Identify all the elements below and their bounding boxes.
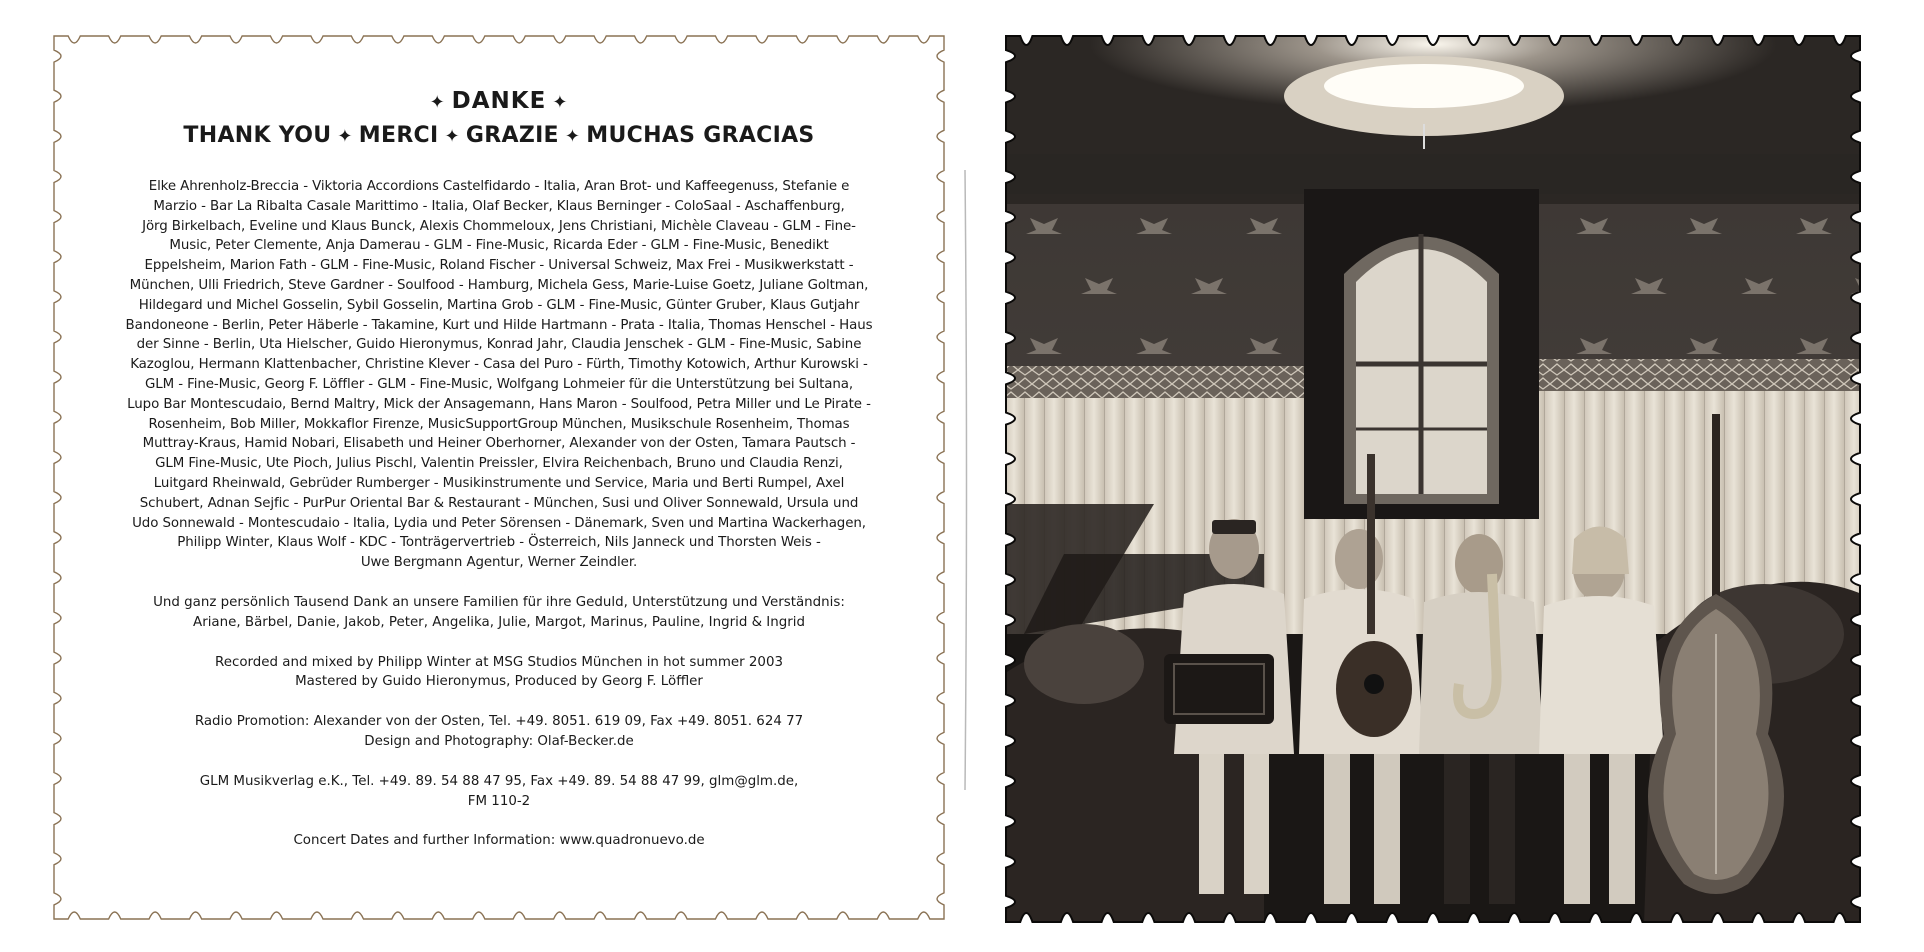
radio-promotion-line: Radio Promotion: Alexander von der Osten, Tel. +49. 8051. 619 09, Fax +49. 8051. 624 77 (194, 714, 804, 730)
design-line: Design and Photography: Olaf-Becker.de (364, 733, 634, 749)
promotion-credits (100, 712, 898, 752)
publisher-line: GLM Musikverlag e.K., Tel. +49. 89. 54 88 47 95, Fax +49. 89. 54 88 47 99, glm@glm.de, (199, 773, 799, 789)
danke-title: DANKE (451, 88, 547, 114)
credit-line: Elke Ahrenholz-Breccia - Viktoria Accordions Castelfidardo - Italia, Aran Brot- und Kaffeegenuss, Stefanie e (148, 179, 850, 194)
danke-heading (100, 86, 898, 118)
credit-line: Uwe Bergmann Agentur, Werner Zeindler. (360, 555, 638, 571)
ornament-star-icon: ✦ (564, 126, 581, 147)
credit-line: Rosenheim, Bob Miller, Mokkaflor Firenze, MusicSupportGroup München, Musikschule Rosenheim, Thomas (148, 416, 850, 432)
ornament-star-icon: ✦ (552, 92, 569, 113)
family-thanks (100, 593, 898, 633)
family-thanks-line: Und ganz persönlich Tausend Dank an unsere Familien für ihre Geduld, Unterstützung und Verständnis: (153, 594, 845, 610)
thanks-item: GRAZIE (465, 123, 559, 148)
thanks-item: MERCI (358, 123, 439, 148)
publisher-info (100, 772, 898, 812)
credit-line: Philipp Winter, Klaus Wolf - KDC - Tonträgervertrieb - Österreich, Nils Janneck und Thorsten Weis - (177, 535, 821, 551)
ornament-star-icon: ✦ (444, 126, 460, 147)
credit-line: Udo Sonnewald - Montescudaio - Italia, Lydia und Peter Sörensen - Dänemark, Sven und Martina Wackerhagen, (132, 515, 866, 531)
credit-line: GLM - Fine-Music, Georg F. Löffler - GLM - Fine-Music, Wolfgang Lohmeier für die Unterstützung bei Sultana, (144, 376, 853, 392)
catalog-number: FM 110-2 (467, 793, 531, 809)
credit-line: Luitgard Rheinwald, Gebrüder Rumberger - Musikinstrumente und Service, Maria und Berti Rumpel, Axel (153, 475, 845, 491)
credit-line: Music, Peter Clemente, Anja Damerau - GLM - Fine-Music, Ricarda Eder - GLM - Fine-Music, Benedikt (169, 238, 829, 254)
credit-line: der Sinne - Berlin, Uta Hielscher, Guido Hieronymus, Konrad Jahr, Claudia Jenschek - GLM - Fine-Music, Sabine (136, 337, 862, 353)
family-names-line: Ariane, Bärbel, Danie, Jakob, Peter, Angelika, Julie, Margot, Marinus, Pauline, Ingrid & Ingrid (193, 614, 805, 630)
concert-info (100, 831, 898, 851)
concert-line: Concert Dates and further Information: www.quadronuevo.de (293, 833, 705, 849)
credit-line: München, Ulli Friedrich, Steve Gardner - Soulfood - Hamburg, Michela Gess, Marie-Luise Goetz, Juliane Goltman, (129, 277, 869, 293)
credit-line: GLM Fine-Music, Ute Pioch, Julius Pischl, Valentin Preissler, Elvira Reichenbach, Bruno und Claudia Renzi, (155, 456, 843, 472)
thanks-item: THANK YOU (183, 123, 332, 148)
credit-line: Bandoneone - Berlin, Peter Häberle - Takamine, Kurt und Hilde Hartmann - Prata - Italia, Thomas Henschel - Haus (125, 317, 873, 333)
page-crease (962, 170, 968, 790)
ornament-star-icon: ✦ (337, 126, 353, 147)
credit-line: Kazoglou, Hermann Klattenbacher, Christine Klever - Casa del Puro - Fürth, Timothy Kotowich, Arthur Kurowski - (130, 357, 868, 373)
recording-line: Recorded and mixed by Philipp Winter at MSG Studios München in hot summer 2003 (215, 654, 783, 670)
credit-line: Muttray-Kraus, Hamid Nobari, Elisabeth und Heiner Oberhorner, Alexander von der Osten, Tamara Pautsch - (142, 436, 856, 452)
band-photo (1004, 34, 1862, 924)
credit-line: Hildegard und Michel Gosselin, Sybil Gosselin, Martina Grob - GLM - Fine-Music, Günter Gruber, Klaus Gutjahr (138, 297, 860, 313)
mastering-line: Mastered by Guido Hieronymus, Produced by Georg F. Löffler (295, 674, 703, 690)
credits-list (100, 177, 898, 573)
credit-line: Jörg Birkelbach, Eveline und Klaus Bunck, Alexis Chommeloux, Jens Christiani, Michèle Claveau - GLM - Fine- (142, 218, 856, 234)
photo-page (962, 0, 1924, 952)
credit-line: Marzio - Bar La Ribalta Casale Marittimo - Italia, Olaf Becker, Klaus Berninger - ColoSaal - Aschaffenburg, (153, 198, 845, 214)
credit-line: Schubert, Adnan Sejfic - PurPur Oriental Bar & Restaurant - München, Susi und Oliver Sonnewald, Ursula und (139, 495, 859, 511)
ornament-star-icon: ✦ (429, 92, 446, 113)
thank-you-heading (100, 120, 898, 153)
credit-line: Eppelsheim, Marion Fath - GLM - Fine-Music, Roland Fischer - Universal Schweiz, Max Frei - Musikwerkstatt - (144, 258, 854, 274)
credit-line: Lupo Bar Montescudaio, Bernd Maltry, Mick der Ansagemann, Hans Maron - Soulfood, Petra Miller und Le Pirate - (127, 396, 871, 412)
credits-text-block (100, 86, 898, 851)
thanks-item: MUCHAS GRACIAS (586, 123, 815, 148)
recording-credits (100, 653, 898, 693)
